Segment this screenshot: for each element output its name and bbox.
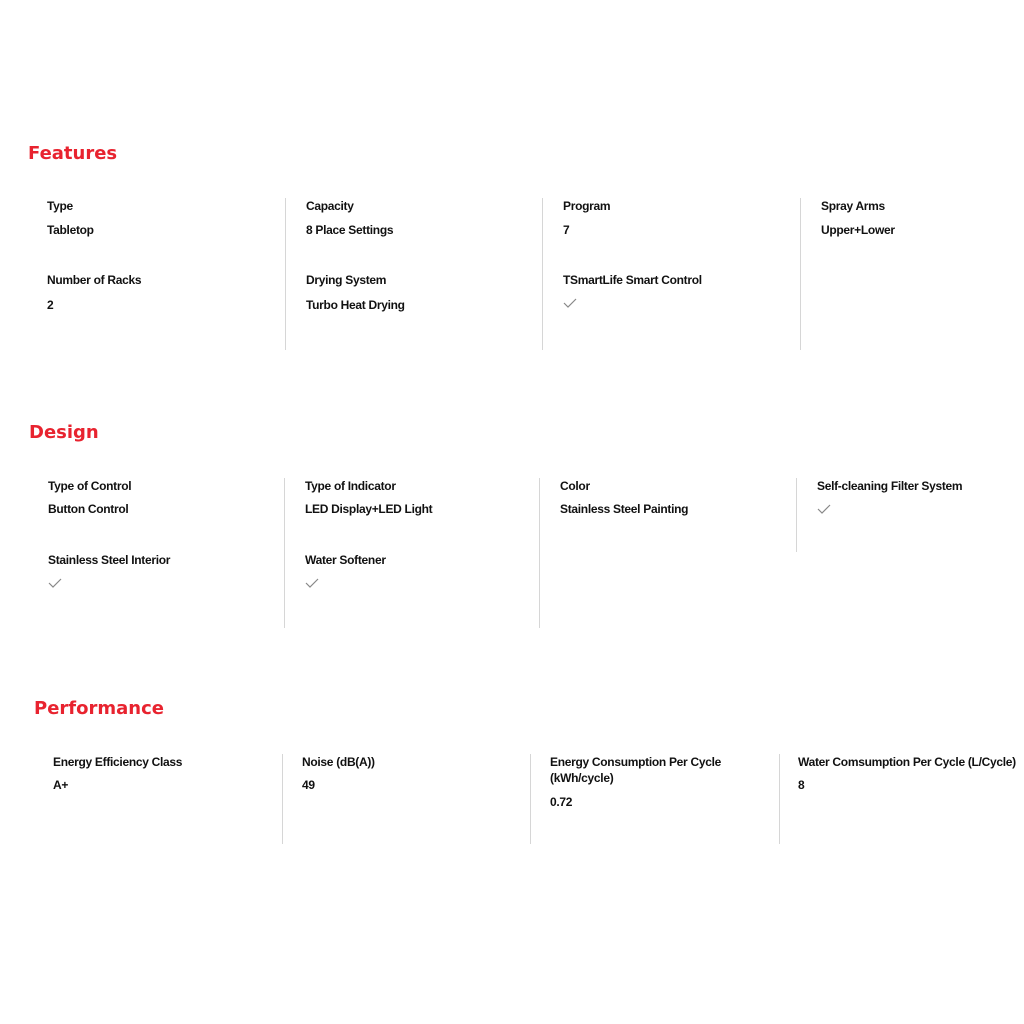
spec-stainless-steel-interior [48, 552, 268, 588]
spec-label: Type of Indicator [305, 479, 396, 493]
spec-value: 0.72 [550, 795, 573, 809]
spec-value: Stainless Steel Painting [560, 502, 689, 516]
spec-label: TSmartLife Smart Control [563, 273, 702, 287]
design-column-3 [539, 478, 779, 628]
spec-value: 8 Place Settings [306, 223, 394, 237]
spec-type-of-control [48, 478, 268, 517]
spec-program [563, 198, 782, 238]
spec-type [47, 198, 267, 238]
features-column-2 [285, 198, 525, 350]
spec-water-softener [305, 552, 524, 588]
spec-label: Program [563, 199, 611, 213]
design-title: Design [29, 422, 99, 443]
spec-tsmartlife-smart-control [563, 272, 782, 308]
spec-number-of-racks [47, 272, 267, 313]
features-column-1 [47, 198, 267, 350]
spec-label: Type [47, 199, 73, 213]
design-column-4 [796, 478, 1011, 552]
spec-label: Drying System [306, 273, 387, 287]
check-icon [817, 504, 831, 514]
spec-label: Water Softener [305, 553, 386, 567]
spec-label: Capacity [306, 199, 354, 213]
performance-column-1 [53, 754, 263, 844]
spec-color [560, 478, 779, 517]
performance-column-4 [779, 754, 1019, 844]
spec-label: Noise (dB(A)) [302, 755, 375, 769]
spec-value: 49 [302, 778, 315, 792]
features-column-3 [542, 198, 782, 350]
spec-energy-consumption-per-cycle [550, 754, 760, 810]
spec-label: Spray Arms [821, 199, 885, 213]
performance-title: Performance [34, 698, 164, 719]
check-icon [48, 578, 62, 588]
design-column-2 [284, 478, 524, 628]
spec-self-cleaning-filter-system [817, 478, 1011, 514]
spec-value: Turbo Heat Drying [306, 298, 405, 312]
spec-noise [302, 754, 512, 793]
spec-capacity [306, 198, 525, 238]
spec-value: 8 [798, 778, 805, 792]
spec-value: Button Control [48, 502, 129, 516]
spec-water-consumption-per-cycle [798, 754, 1019, 793]
spec-value: 7 [563, 223, 570, 237]
features-title: Features [28, 143, 118, 164]
spec-value: LED Display+LED Light [305, 502, 433, 516]
performance-column-2 [282, 754, 512, 844]
spec-label: Stainless Steel Interior [48, 553, 171, 567]
check-icon [563, 298, 577, 308]
spec-drying-system [306, 272, 525, 313]
spec-label: Water Comsumption Per Cycle (L/Cycle) [798, 755, 1016, 769]
spec-type-of-indicator [305, 478, 524, 517]
spec-value: A+ [53, 778, 69, 792]
spec-label: Self-cleaning Filter System [817, 479, 963, 493]
spec-label: Number of Racks [47, 273, 142, 287]
spec-label: Color [560, 479, 590, 493]
spec-value: Upper+Lower [821, 223, 895, 237]
spec-label: Energy Consumption Per Cycle (kWh/cycle) [550, 755, 721, 785]
spec-value: Tabletop [47, 223, 94, 237]
check-icon [305, 578, 319, 588]
design-column-1 [48, 478, 268, 628]
features-column-4 [800, 198, 1010, 350]
performance-column-3 [530, 754, 760, 844]
spec-label: Energy Efficiency Class [53, 755, 183, 769]
spec-label: Type of Control [48, 479, 132, 493]
spec-value: 2 [47, 298, 54, 312]
spec-spray-arms [821, 198, 1010, 238]
spec-energy-efficiency-class [53, 754, 263, 793]
